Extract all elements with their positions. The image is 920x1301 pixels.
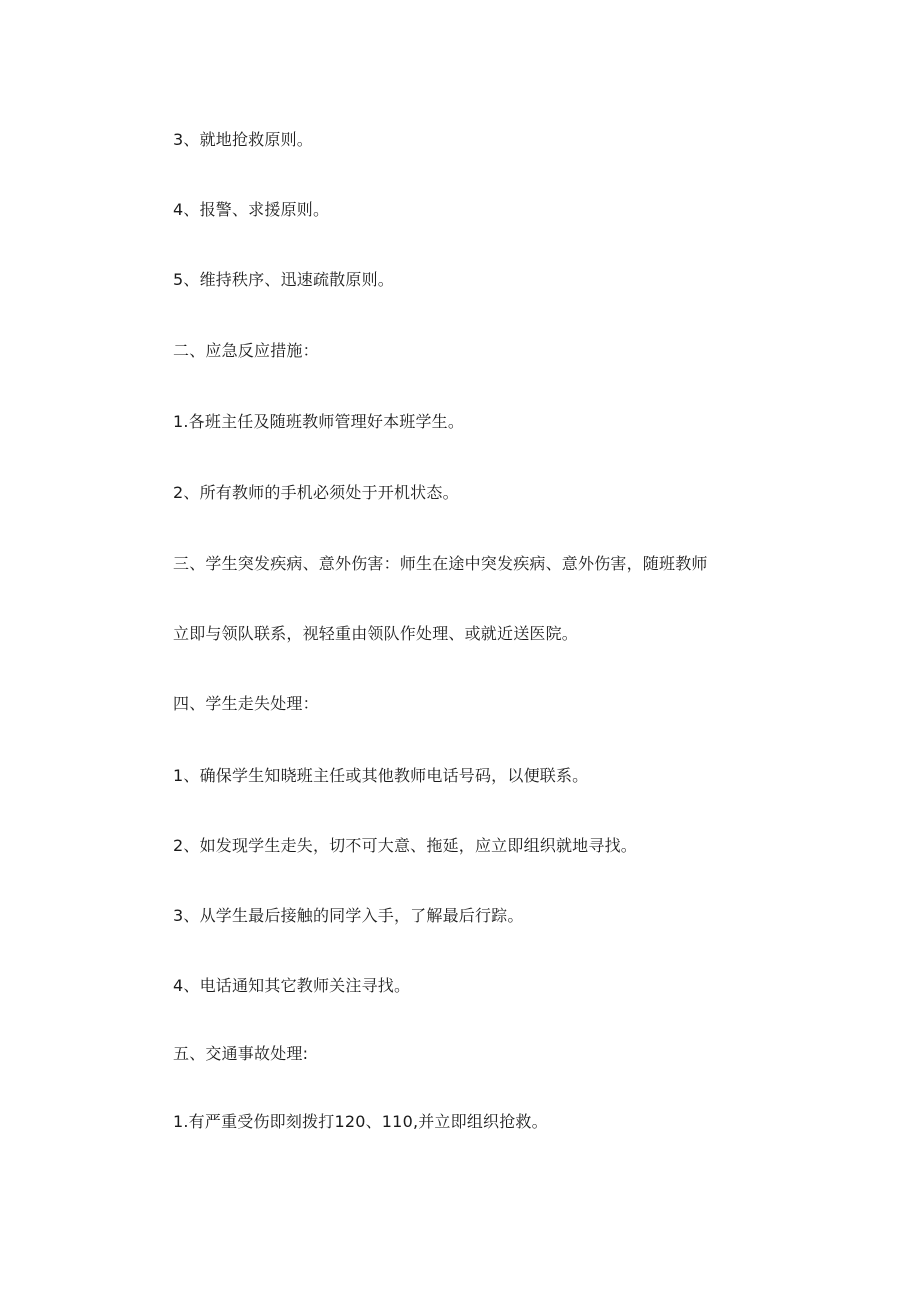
principle-4: 4、报警、求援原则。 <box>173 200 330 219</box>
section-4-item-2: 2、如发现学生走失，切不可大意、拖延，应立即组织就地寻找。 <box>173 836 637 855</box>
section-4-item-4: 4、电话通知其它教师关注寻找。 <box>173 976 411 995</box>
section-5-item-1: 1.有严重受伤即刻拨打120、110,并立即组织抢救。 <box>173 1112 548 1131</box>
section-4-item-1: 1、确保学生知晓班主任或其他教师电话号码，以便联系。 <box>173 766 589 785</box>
section-4-item-3: 3、从学生最后接触的同学入手，了解最后行踪。 <box>173 906 524 925</box>
section-2-item-2: 2、所有教师的手机必须处于开机状态。 <box>173 483 459 502</box>
section-2-item-1: 1.各班主任及随班教师管理好本班学生。 <box>173 412 465 431</box>
principle-5: 5、维持秩序、迅速疏散原则。 <box>173 270 394 289</box>
section-3-paragraph-line-1: 三、学生突发疾病、意外伤害：师生在途中突发疾病、意外伤害，随班教师 <box>173 554 708 573</box>
section-4-heading: 四、学生走失处理： <box>173 694 319 713</box>
principle-3: 3、就地抢救原则。 <box>173 130 313 149</box>
section-2-heading: 二、应急反应措施： <box>173 341 319 360</box>
section-5-heading: 五、交通事故处理: <box>173 1044 309 1063</box>
section-3-paragraph-line-2: 立即与领队联系，视轻重由领队作处理、或就近送医院。 <box>173 624 579 643</box>
